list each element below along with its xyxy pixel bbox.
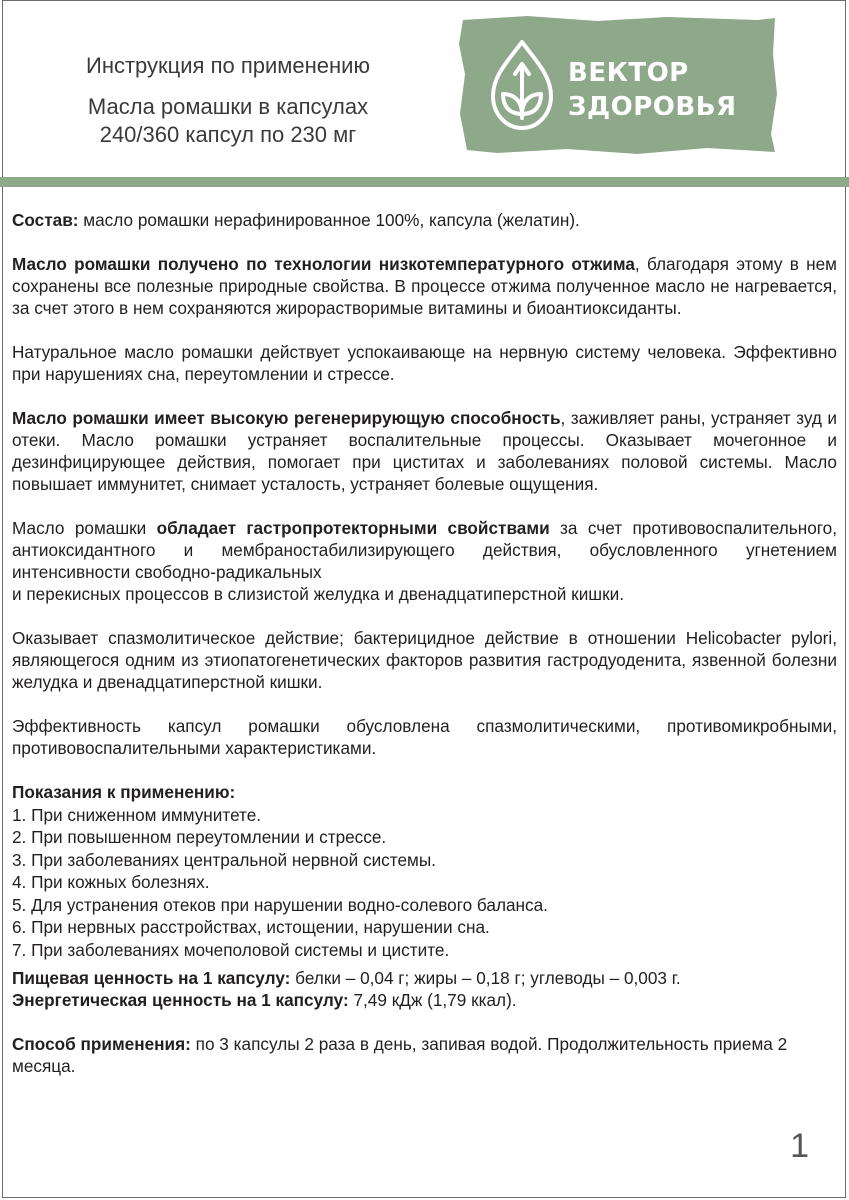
gastro-paragraph	[12, 517, 837, 605]
list-item: 3. При заболеваниях центральной нервной системы.	[12, 849, 436, 870]
list-item: 6. При нервных расстройствах, истощении, нарушении сна.	[12, 917, 490, 937]
list-item: 4. При кожных болезнях.	[12, 872, 210, 892]
page-number: 1	[790, 1127, 809, 1165]
indications-title: Показания к применению:	[12, 782, 236, 802]
usage-label: Способ применения:	[12, 1034, 191, 1054]
energy-line	[12, 989, 837, 1011]
technology-paragraph	[12, 253, 837, 319]
indications-list	[12, 781, 837, 961]
nutrition-line	[12, 967, 837, 989]
nutrition-label: Пищевая ценность на 1 капсулу:	[12, 968, 291, 988]
brand-logo	[457, 14, 780, 156]
list-item: 7. При заболеваниях мочеполовой системы и цистите.	[12, 939, 450, 960]
technology-bold: Масло ромашки получено по технологии низкотемпературного отжима	[12, 254, 635, 274]
instruction-title: Инструкция по применению	[86, 53, 370, 78]
regenerating-paragraph	[12, 407, 837, 495]
energy-label: Энергетическая ценность на 1 капсулу:	[12, 990, 349, 1010]
regenerating-bold: Масло ромашки имеет высокую регенерирующую способность	[12, 408, 561, 428]
header-divider-band	[0, 177, 849, 187]
gastro-prefix: Масло ромашки	[12, 518, 157, 538]
brand-name-line2: ЗДОРОВЬЯ	[568, 92, 737, 122]
energy-text: 7,49 кДж (1,79 ккал).	[348, 990, 517, 1010]
list-item: 5. Для устранения отеков при нарушении водно-солевого баланса.	[12, 894, 548, 915]
usage-paragraph	[12, 1033, 837, 1077]
product-package: 240/360 капсул по 230 мг	[99, 122, 357, 147]
antispasm-paragraph: Оказывает спазмолитическое действие; бактерицидное действие в отношении Helicobacter pylori, являющегося одним из этиопатогенетических факторов развития гастродуоденита, язвенной болезни желудка и двенадцатиперстной кишки.	[12, 628, 837, 692]
gastro-text-1: за счет противовоспалительного, антиоксидантного и мембраностабилизирующего действия, обусловленного угнетением интенсивности свободно-радикальных	[12, 518, 837, 582]
nutrition-text: белки – 0,04 г; жиры – 0,18 г; углеводы – 0,003 г.	[290, 968, 681, 988]
gastro-text-2: и перекисных процессов в слизистой желудка и двенадцатиперстной кишки.	[12, 584, 624, 604]
composition-label: Состав:	[12, 210, 79, 230]
product-name: Масла ромашки в капсулах	[87, 94, 369, 119]
instruction-body	[12, 209, 837, 1099]
list-item: 1. При сниженном иммунитете.	[12, 804, 262, 825]
technology-text: , благодаря этому в нем сохранены все полезные природные свойства. В процессе отжима полученное масло не нагревается, за счет этого в нем сохраняются жирорастворимые витамины и биоантиоксиданты.	[12, 254, 837, 318]
list-item: 2. При повышенном переутомлении и стрессе.	[12, 827, 387, 847]
composition-paragraph	[12, 209, 837, 231]
regenerating-text: , заживляет раны, устраняет зуд и отеки. Масло ромашки устраняет воспалительные процессы. Оказывает мочегонное и дезинфицирующее действия, помогает при циститах и заболеваниях половой системы. Масло повышает иммунитет, снимает усталость, устраняет болевые ощущения.	[12, 408, 837, 494]
gastro-bold: обладает гастропротекторными свойствами	[156, 518, 550, 538]
usage-text: по 3 капсулы 2 раза в день, запивая водой. Продолжительность приема 2 месяца.	[12, 1034, 788, 1076]
brand-name-line1: ВЕКТОР	[568, 58, 689, 88]
efficacy-paragraph: Эффективность капсул ромашки обусловлена спазмолитическими, противомикробными, противовоспалительными характеристиками.	[12, 716, 837, 758]
nervous-paragraph: Натуральное масло ромашки действует успокаивающе на нервную систему человека. Эффективно при нарушениях сна, переутомлении и стрессе.	[12, 342, 837, 384]
composition-text: масло ромашки нерафинированное 100%, капсула (желатин).	[78, 210, 580, 230]
